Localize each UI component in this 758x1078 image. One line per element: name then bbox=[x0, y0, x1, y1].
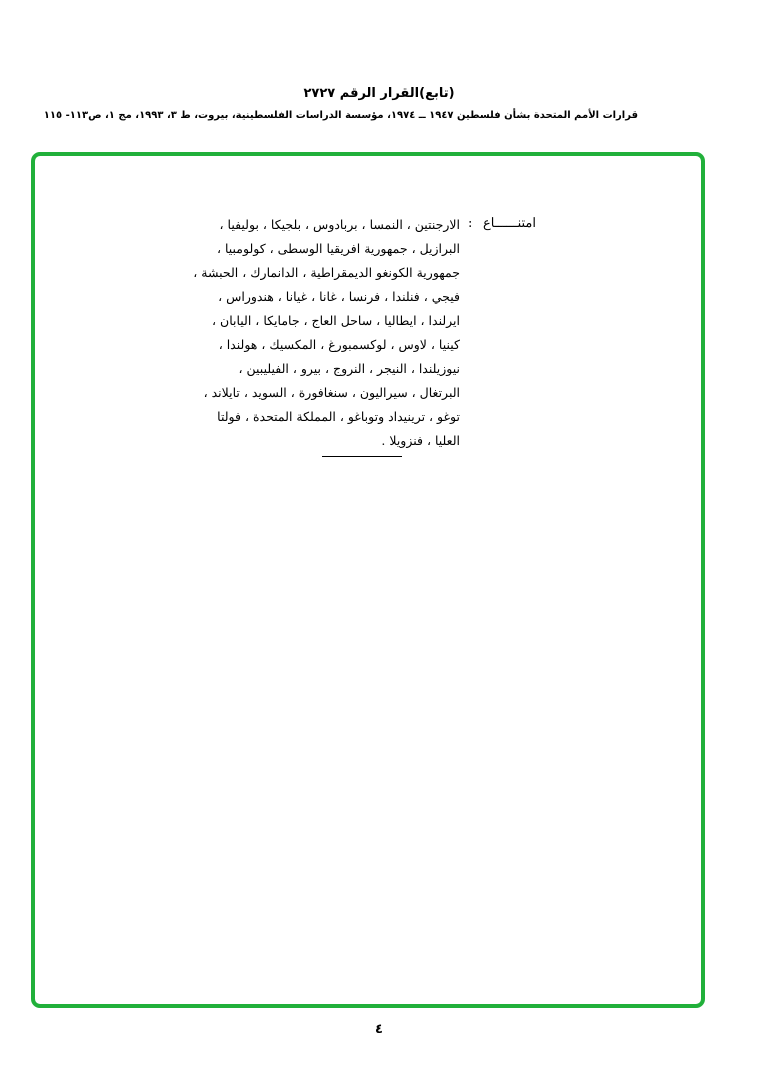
country-line: كينيا ، لاوس ، لوكسمبورغ ، المكسيك ، هولندا ، bbox=[218, 337, 460, 352]
country-line: الارجنتين ، النمسا ، بربادوس ، بلجيكا ، بوليفيا ، bbox=[219, 217, 460, 232]
page-number: ٤ bbox=[375, 1022, 383, 1037]
country-line: البرازيل ، جمهورية افريقيا الوسطى ، كولومبيا ، bbox=[216, 241, 460, 256]
abstain-label: امتنــــــاع bbox=[483, 216, 536, 231]
country-line: العليا ، فنزويلا . bbox=[381, 433, 460, 448]
country-line: توغو ، ترينيداد وتوباغو ، المملكة المتحدة ، فولتا bbox=[217, 409, 460, 424]
section-end-rule bbox=[322, 456, 402, 457]
country-line: ايرلندا ، ايطاليا ، ساحل العاج ، جامايكا ، اليابان ، bbox=[212, 313, 460, 328]
abstaining-countries-list bbox=[193, 214, 460, 454]
abstain-colon: : bbox=[468, 216, 473, 231]
country-line: نيوزيلندا ، النيجر ، النروج ، بيرو ، الفيليبين ، bbox=[238, 361, 460, 376]
country-line: فيجي ، فنلندا ، فرنسا ، غانا ، غيانا ، هندوراس ، bbox=[218, 289, 460, 304]
country-line: البرتغال ، سيراليون ، سنغافورة ، السويد ، تايلاند ، bbox=[203, 385, 460, 400]
page-title: (تابع)القرار الرقم ٢٧٢٧ bbox=[303, 86, 455, 101]
country-line: جمهورية الكونغو الديمقراطية ، الدانمارك ، الحبشة ، bbox=[193, 265, 460, 280]
source-citation: قرارات الأمم المتحدة بشأن فلسطين ١٩٤٧ ــ ١٩٧٤، مؤسسة الدراسات الفلسطينية، بيروت، ط ٣، ١٩٩٣، مج ١، ص١١٣- ١١٥ bbox=[43, 110, 638, 121]
